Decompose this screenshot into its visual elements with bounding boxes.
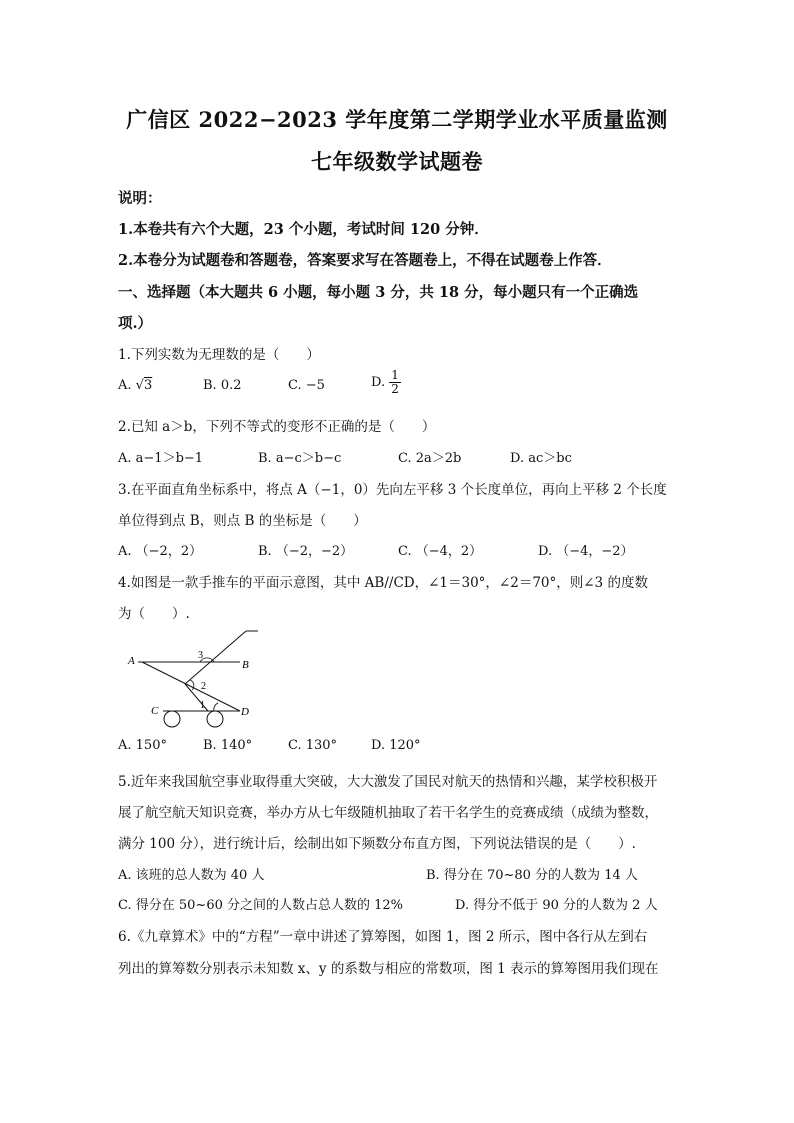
q1-option-a-radical: √ [135,378,144,393]
q3-stem-line1: 3.在平面直角坐标系中，将点 A（−1，0）先向左平移 3 个长度单位，再向上平移 2 个长度 [118,482,667,498]
wheel-right [207,711,223,727]
q3-option-a: A. （−2，2） [118,544,203,559]
notes-item-2: 2.本卷分为试题卷和答题卷，答案要求写在答题卷上，不得在试题卷上作答． [118,252,612,269]
q2-option-c: C. 2a＞2b [398,451,462,466]
q2-option-d: D. ac＞bc [510,451,572,466]
q2-option-b: B. a−c＞b−c [258,451,342,466]
exam-title-line2: 七年级数学试题卷 [311,149,483,174]
q5-stem-line3: 满分 100 分），进行统计后，绘制出如下频数分布直方图，下列说法错误的是（ ）. [118,836,636,852]
line-ad-slant [142,662,240,711]
q5-option-c: C. 得分在 50~60 分之间的人数占总人数的 12% [118,898,404,913]
notes-heading: 说明： [118,190,162,207]
notes-item-1: 1.本卷共有六个大题，23 个小题，考试时间 120 分钟． [118,221,489,238]
q3-option-d: D. （−4，−2） [538,544,634,559]
q1-option-d-numerator: 1 [391,368,399,382]
q1-option-a-prefix: A. [118,378,132,393]
q3-option-b: B. （−2，−2） [258,544,354,559]
q1-option-c: C. −5 [288,378,325,393]
q4-stem-line1: 4.如图是一款手推车的平面示意图，其中 AB//CD，∠1＝30°，∠2＝70°，则∠3 的度数 [118,575,648,591]
q5-option-d: D. 得分不低于 90 分的人数为 2 人 [455,898,658,913]
q1-option-d-fraction [389,369,401,396]
q4-option-c: C. 130° [288,738,338,753]
q2-option-a: A. a−1＞b−1 [118,451,204,466]
q3-option-c: C. （−4，2） [398,544,483,559]
q6-stem-line1: 6.《九章算术》中的“方程”一章中讲述了算筹图，如图 1，图 2 所示，图中各行从左到右 [118,929,648,945]
q2-stem: 2.已知 a＞b，下列不等式的变形不正确的是（ ） [118,419,436,435]
q5-option-b: B. 得分在 70~80 分的人数为 14 人 [426,868,638,883]
q4-option-b: B. 140° [203,738,253,753]
q1-option-a [118,378,152,393]
q5-option-a: A. 该班的总人数为 40 人 [118,868,265,883]
q4-cart-figure [118,624,268,734]
q1-stem: 1.下列实数为无理数的是（ ） [118,347,320,363]
label-c: C [151,705,159,717]
angle-1-arc [214,703,218,711]
q1-option-d [371,369,401,396]
exam-title-line1: 广信区 2022−2023 学年度第二学期学业水平质量监测 [126,107,668,132]
section1-heading-line2: 项.） [118,315,153,332]
label-angle-1: 1 [200,700,205,711]
q4-stem-line2: 为（ ）. [118,606,190,622]
q4-option-a: A. 150° [118,738,167,753]
q1-option-d-prefix: D. [371,375,386,390]
handle-slant [185,631,246,684]
q5-stem-line1: 5.近年来我国航空事业取得重大突破，大大激发了国民对航天的热情和兴趣，某学校积极开 [118,774,658,790]
q1-option-b: B. 0.2 [203,378,242,393]
q1-option-d-denominator: 2 [391,382,399,396]
label-a: A [128,655,135,667]
label-d: D [241,706,249,718]
q6-stem-line2: 列出的算筹数分别表示未知数 x、y 的系数与相应的常数项，图 1 表示的算筹图用我们现在 [118,961,659,977]
section1-heading-line1: 一、选择题（本大题共 6 小题，每小题 3 分，共 18 分，每小题只有一个正确选 [118,284,639,301]
q1-option-a-radicand: 3 [143,378,153,393]
q5-stem-line2: 展了航空航天知识竞赛，举办方从七年级随机抽取了若干名学生的竞赛成绩（成绩为整数， [118,805,658,821]
q3-stem-line2: 单位得到点 B，则点 B 的坐标是（ ） [118,513,367,529]
label-angle-3: 3 [198,650,203,661]
wheel-left [164,711,180,727]
label-angle-2: 2 [201,681,206,692]
angle-2-arc [190,680,194,690]
label-b: B [242,659,249,671]
q4-option-d: D. 120° [371,738,421,753]
